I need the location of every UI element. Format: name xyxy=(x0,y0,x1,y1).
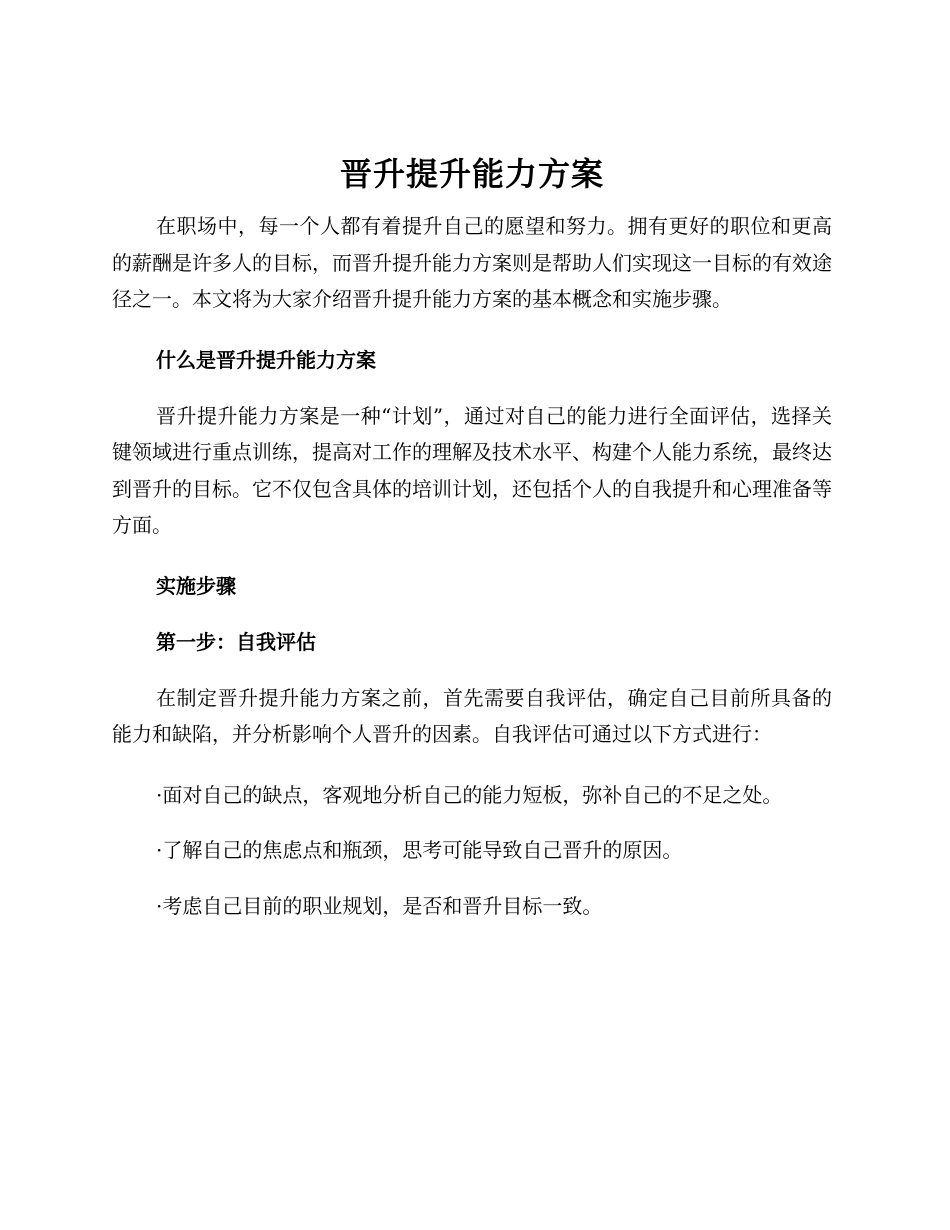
intro-paragraph: 在职场中，每一个人都有着提升自己的愿望和努力。拥有更好的职位和更高的薪酬是许多人的目标，而晋升提升能力方案则是帮助人们实现这一目标的有效途径之一。本文将为大家介绍晋升提升能力方案的基本概念和实施步骤。 xyxy=(112,214,832,311)
definition-paragraph: 晋升提升能力方案是一种“计划”，通过对自己的能力进行全面评估，选择关键领域进行重点训练，提高对工作的理解及技术水平、构建个人能力系统，最终达到晋升的目标。它不仅包含具体的培训计划，还包括个人的自我提升和心理准备等方面。 xyxy=(112,403,832,537)
section-heading-what-is: 什么是晋升提升能力方案 xyxy=(156,347,376,372)
bullet-text: 考虑自己目前的职业规划，是否和晋升目标一致。 xyxy=(162,893,603,918)
section-heading-steps: 实施步骤 xyxy=(156,573,236,598)
bullet-item xyxy=(112,832,832,869)
bullet-item xyxy=(112,777,832,814)
step-one-paragraph: 在制定晋升提升能力方案之前，首先需要自我评估，确定自己目前所具备的能力和缺陷，并分析影响个人晋升的因素。自我评估可通过以下方式进行： xyxy=(112,685,832,746)
bullet-text: 了解自己的焦虑点和瓶颈，思考可能导致自己晋升的原因。 xyxy=(162,838,683,862)
document-body xyxy=(112,148,832,943)
bullet-item xyxy=(112,888,832,925)
bullet-dot: · xyxy=(156,838,163,862)
bullet-text: 面对自己的缺点，客观地分析自己的能力短板，弥补自己的不足之处。 xyxy=(162,782,783,807)
step-one-heading: 第一步：自我评估 xyxy=(156,629,316,654)
bullet-dot: · xyxy=(156,893,163,918)
bullet-dot: · xyxy=(156,782,163,807)
document-title: 晋升提升能力方案 xyxy=(339,155,604,193)
